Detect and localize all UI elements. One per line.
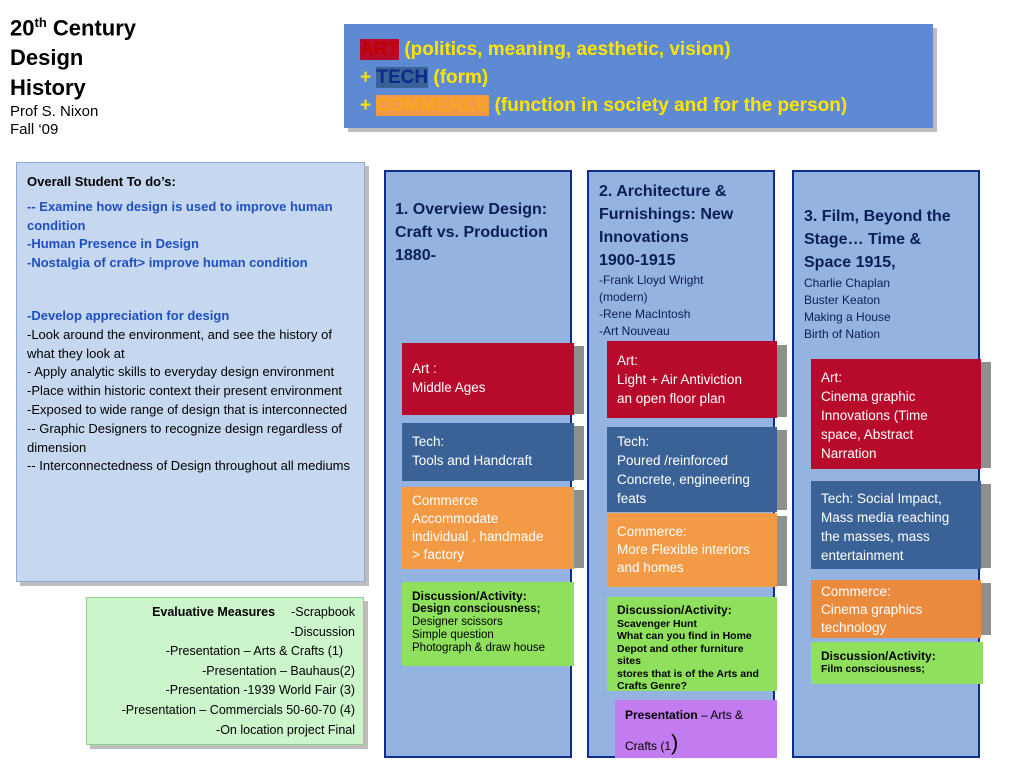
measure-item: -Presentation – Arts & Crafts (1) [165, 644, 343, 659]
column-2-heading: 2. Architecture & Furnishings: New Innovations 1900-1915 [599, 183, 734, 269]
header-tech-line: + TECH (form) [360, 67, 489, 88]
col1-discussion-box: Discussion/Activity: Design consciousness; Designer scissors Simple question Photograph & draw house [402, 582, 574, 666]
todo-heading: Overall Student To do’s: [27, 174, 176, 189]
col3-art-box: Art: Cinema graphic Innovations (Time space, Abstract Narration [811, 359, 981, 469]
todo-goal: -- Examine how design is used to improve human condition [27, 198, 333, 233]
todo-item: -- Interconnectedness of Design throughout all mediums [27, 458, 351, 474]
header-formula-box [344, 24, 933, 128]
measure-item: -Discussion [290, 624, 355, 639]
todo-item: -- Graphic Designers to recognize design regardless of dimension [27, 420, 343, 455]
todo-item: -Place within historic context their present environment [27, 383, 343, 399]
title-superscript: th [34, 15, 47, 30]
professor-name: Prof S. Nixon [10, 103, 99, 121]
column-3-examples: Charlie Chaplan Buster Keaton Making a House Birth of Nation [804, 276, 891, 341]
title-design: Design [10, 45, 84, 71]
title-century-word: Century [46, 15, 137, 41]
todo-item: -Exposed to wide range of design that is interconnected [27, 401, 348, 417]
evaluative-measures-label: Evaluative Measures [152, 605, 276, 619]
measure-item: -On location project Final [216, 722, 355, 737]
evaluative-measures-box [86, 597, 364, 745]
column-1-heading: 1. Overview Design: Craft vs. Production 1880- [395, 201, 548, 264]
measure-item: -Presentation -1939 World Fair (3) [165, 683, 355, 698]
col2-discussion-box: Discussion/Activity: Scavenger Hunt What can you find in Home Depot and other furniture sites stores that is of the Arts and Crafts Genre? [607, 597, 777, 691]
page-title [10, 8, 210, 139]
col1-art-box: Art : Middle Ages [402, 343, 574, 415]
column-3-heading: 3. Film, Beyond the Stage… Time & Space 1915, [804, 208, 951, 271]
title-history: History [10, 75, 86, 101]
col3-discussion-box: Discussion/Activity: Film consciousness; [811, 642, 983, 684]
todo-goal: -Nostalgia of craft> improve human condition [27, 255, 308, 271]
column-2-examples: -Frank Lloyd Wright (modern) -Rene MacIntosh -Art Nouveau [599, 273, 704, 338]
col3-tech-box: Tech: Social Impact, Mass media reaching the masses, mass entertainment [811, 481, 981, 569]
student-todo-box [16, 162, 365, 582]
measure-item: -Presentation – Commercials 50-60-70 (4) [121, 702, 355, 717]
todo-goal: -Human Presence in Design [27, 236, 199, 252]
measure-item: -Scrapbook [291, 605, 355, 619]
col2-presentation-box: Presentation – Arts & Crafts (1) [615, 700, 777, 758]
col3-commerce-box: Commerce: Cinema graphics technology [811, 580, 981, 638]
term-label: Fall ‘09 [10, 121, 59, 139]
col1-commerce-box: Commerce Accommodate individual , handmade > factory [402, 487, 574, 569]
todo-goal: -Develop appreciation for design [27, 307, 230, 323]
col2-art-box: Art: Light + Air Antiviction an open floor plan [607, 341, 777, 418]
col2-commerce-box: Commerce: More Flexible interiors and homes [607, 513, 777, 587]
col1-tech-box: Tech: Tools and Handcraft [402, 423, 574, 481]
todo-item: - Apply analytic skills to everyday design environment [27, 364, 335, 380]
title-century-number: 20 [10, 15, 35, 41]
col2-tech-box: Tech: Poured /reinforced Concrete, engineering feats [607, 427, 777, 512]
header-commerce-line: + COMMERCE (function in society and for the person) [360, 95, 848, 116]
todo-item: -Look around the environment, and see the history of what they look at [27, 326, 332, 361]
header-art-line: ART (politics, meaning, aesthetic, vision) [360, 39, 731, 60]
measure-item: -Presentation – Bauhaus(2) [202, 663, 355, 678]
